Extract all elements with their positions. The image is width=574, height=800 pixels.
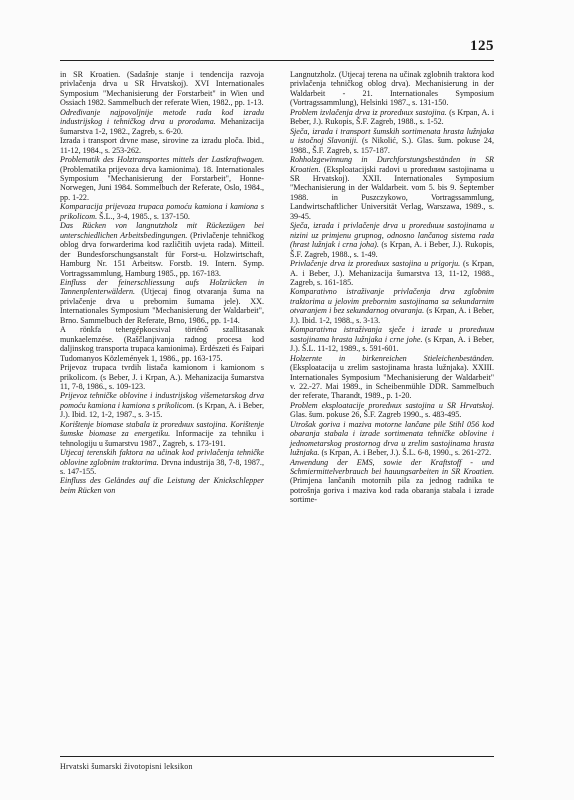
- entry-text: (s Krpan, A. i Beber, J.). Ibid. 1-2, 1988., s. 3-13.: [290, 306, 494, 325]
- entry-text: (Eksploatacija u zrelim sastojinama hrasta lužnjaka). XXIII. Internationales Symposium "Mechanisierung der Waldarbeit" v. 22.-27. Mai 1989., in Scheibenmühle DDR. Sammelbuch der referate, Tharandt, 1989., p. 1-20.: [290, 363, 494, 401]
- bibliography-entry: [290, 221, 494, 259]
- entry-text: Prijevoz trupaca tvrdih listača kamionom i kamionom s prikolicom. (s Beber, J. i Krpan, A.). Mehanizacija šumarstva 11, 7-8, 1986., s. 109-123.: [60, 363, 264, 391]
- bibliography-entry: [60, 202, 264, 221]
- header-rule: [60, 60, 494, 61]
- left-column: [60, 70, 264, 495]
- bibliography-entry: [290, 354, 494, 401]
- entry-title: Privlačenje drva iz proredних sastojina u prigorju.: [290, 259, 461, 269]
- entry-text: (Privlačenje tehničkog oblog drva forwarderima kod različitih uvjeta rada). Mitteil. der Bundesforschungsanstalt für Forst-u. Holzwirtschaft, Hamburg Nr. 151 Arbeitsw. Forstb. 19. Intern. Symp. Vortragssammlung, Hamburg 1985., pp. 167-183.: [60, 230, 264, 278]
- bibliography-entry: [290, 155, 494, 221]
- entry-text: (s Krpan, A. i Beber, J.). Š.L. 6-8, 1990., s. 261-272.: [319, 448, 492, 458]
- entry-title: Problem eksploatacije proredних sastojina u SR Hrvatskoj.: [290, 400, 494, 410]
- bibliography-entry: [60, 476, 264, 495]
- entry-title: Utjecaj terenskih faktora na učinak kod privlačenja tehničke oblovine zglobnim traktorima.: [60, 448, 264, 467]
- entry-text: (Utjecaj finog otvaranja šuma na privlačenje drva u prebornim šumama jele). XX. Internationales Symposium "Mechanisierung der Waldarbeit", Brno. Sammelbuch der Referate, Brno, 1986., pp. 1-14.: [60, 287, 264, 325]
- bibliography-entry: [290, 108, 494, 127]
- entry-text: (s Krpan, A. i Beber, J.). Ibid. 12, 1-2, 1987., s. 3-15.: [60, 400, 264, 420]
- entry-title: Anwendung der EMS, sowie der Kraftstoff - und Schmiermittelverbrauch bei hauungsarbeiten in SR Kroatien.: [290, 457, 494, 477]
- footer-text: Hrvatski šumarski životopisni leksikon: [60, 762, 193, 771]
- entry-title: Prijevoz tehničke oblovine i industrijskog višemetarskog drva pomoću kamiona i kamiona s prikolicom.: [60, 391, 264, 410]
- entry-text: Drvna industrija 38, 7-8, 1987., s. 147-155.: [60, 457, 264, 477]
- entry-title: Komparacija prijevoza trupaca pomoću kamiona i kamiona s prikolicom.: [60, 202, 264, 221]
- bibliography-entry: [60, 108, 264, 136]
- entry-text: (Primjena lančanih motornih pila za jednog radnika te potrošnja goriva i maziva kod rada obaranja stabala i izrade sortime-: [290, 476, 494, 505]
- bibliography-entry: [290, 259, 494, 287]
- entry-text: (Eksploatacijski radovi u proredним sastojinama u SR Hrvatskoj). XXII. Internationales Symposium "Mechanisierung in der Waldarbeit. vom 5. bis 9. September 1988. in Puszczykowo, Vortragssammlung, Landwirtschaftlicher Universität Verlag, Warszawa, 1989., s. 39-45.: [290, 164, 494, 221]
- entry-title: Komparativno istraživanje privlačenja drva zglobnim traktorima u jelovim prebornim sastojinama sa sekundarnim otvaranjem i bez sekundarnog otvaranja.: [290, 287, 494, 316]
- entry-title: Problematik des Holztransportes mittels der Lastkraftwagen.: [60, 155, 264, 165]
- entry-text: Langnutzholz. (Utjecaj terena na učinak zglobnih traktora kod privlačenja tehničkog oblog drva). Mechanisierung in der Waldarbeit - 21. Internationales Symposium (Vortragssammlung), Helsinki 1987., s. 131-150.: [290, 70, 494, 108]
- entry-text: (s Krpan, A. i Beber, J.). Rukopis, Š.F. Zagreb, 1988., s. 1-49.: [290, 240, 494, 259]
- entry-title: Einfluss der feinerschliessung aufs Holzrücken in Tannenplenterwäldern.: [60, 277, 264, 297]
- entry-text: Informacije za tehniku i tehnologiju u šumarstvu 1987., Zagreb, s. 173-191.: [60, 429, 264, 448]
- bibliography-entry: [60, 155, 264, 202]
- entry-text: Š.L., 3-4, 1985., s. 137-150.: [97, 211, 190, 221]
- entry-title: Sječa, izrada i transport šumskih sortimenata hrasta lužnjaka u istočnoj Slavoniji.: [290, 126, 494, 146]
- bibliography-entry: [290, 401, 494, 420]
- bibliography-entry: [60, 325, 264, 363]
- entry-title: Das Rücken von langnutzholz mit Rückezügen bei unterschiedlichen Arbeitsbedingungen.: [60, 221, 264, 240]
- bibliography-entry: [290, 325, 494, 353]
- entry-title: Korištenje biomase stabala iz proredних sastojina. Korištenje šumske biomase za energetiku.: [60, 419, 264, 439]
- entry-text: (Problematika prijevoza drva kamionima). 18. Internationales Symposium "Mechanisierung der Forstarbeit", Honne-Norwegen, Juni 1984. Sommelbuch der Referate, Oslo, 1984., pp. 1-22.: [60, 164, 264, 202]
- bibliography-entry: [60, 278, 264, 325]
- bibliography-entry: [290, 458, 494, 505]
- bibliography-entry: [60, 420, 264, 448]
- entry-title: Utrošak goriva i maziva motorne lančane pile Stihl 056 kod obaranja stabala i izrade sortimenata tehničke oblovine i jednometarskog prostornog drva u zrelim sastojinama hrasta lužnjaka.: [290, 419, 494, 458]
- right-column: [290, 70, 494, 505]
- entry-text: A rönkfa tehergépkocsival történő szallitasanak munkaelemzése. (Raščlanjivanja radnog procesa kod daljinskog transporta trupaca kamionima). Erdészeti és Faipari Tudomanyos Közlemények 1, 1986., pp. 163-175.: [60, 325, 264, 363]
- bibliography-entry: [60, 391, 264, 419]
- entry-title: Sječa, izrada i privlačenje drva u proredним sastojinama u nizini uz primjenu grupnog, odnosno lančanog sistema rada (hrast lužnjak i crna joha).: [290, 221, 494, 250]
- entry-text: (s Krpan, A. i Beber, J.). Š.L. 11-12, 1989., s. 591-601.: [290, 334, 494, 354]
- entry-text: Mehanizacija šumarstva 1-2, 1982., Zagreb, s. 6-20.: [60, 117, 264, 136]
- bibliography-entry: [290, 420, 494, 458]
- bibliography-entry: [290, 70, 494, 108]
- bibliography-entry: [290, 127, 494, 155]
- entry-title: Određivanje najpovoljnije metode rada kod izradu industrijskog i tehničkog drva u prorodama.: [60, 107, 264, 127]
- entry-text: Izrada i transport drvne mase, sirovine za izradu ploča. Ibid., 11-12, 1984., s. 253-262.: [60, 136, 264, 155]
- entry-title: Holzernte in birkenreichen Stieleichenbeständen.: [290, 353, 494, 363]
- entry-title: Komparativna istraživanja sječe i izrade u proredним sastojinama hrasta lužnjaka i crne johe.: [290, 325, 494, 344]
- bibliography-entry: [60, 448, 264, 476]
- entry-text: in SR Kroatien. (Sadašnje stanje i tendencija razvoja privlačenja drva u SR Hrvatskoj). XVI Internationales Symposium "Mechanisierung der Forstarbeit" in Wien und Ossiach 1982. Sammelbuch der referate Wien, 1982., pp. 1-13.: [60, 70, 264, 108]
- bibliography-entry: [60, 363, 264, 391]
- entry-text: (s Krpan, A. i Beber, J.). Rukopis, Š.F. Zagreb, 1988., s. 1-52.: [290, 107, 494, 127]
- entry-title: Problem izvlačenja drva iz proredних sastojina.: [290, 107, 447, 117]
- entry-title: Rohholzgewinnung in Durchforstungsbeständen in SR Kroatien.: [290, 155, 494, 174]
- bibliography-entry: [60, 221, 264, 278]
- entry-text: (s Krpan, A. i Beber, J.). Mehanizacija šumarstva 13, 11-12, 1988., Zagreb, s. 161-185.: [290, 259, 494, 287]
- footer-rule: [60, 756, 494, 757]
- page-number: 125: [470, 38, 494, 54]
- entry-text: (s Nikolić, S.). Glas. šum. pokuse 24, 1988., Š.F. Zagreb, s. 157-187.: [290, 136, 494, 155]
- bibliography-entry: [290, 287, 494, 325]
- bibliography-entry: [60, 70, 264, 108]
- entry-title: Einfluss des Geländes auf die Leistung der Knickschlepper beim Rücken von: [60, 476, 264, 495]
- bibliography-entry: [60, 136, 264, 155]
- entry-text: Glas. šum. pokuse 26, Š.F. Zagreb 1990., s. 483-495.: [290, 410, 462, 420]
